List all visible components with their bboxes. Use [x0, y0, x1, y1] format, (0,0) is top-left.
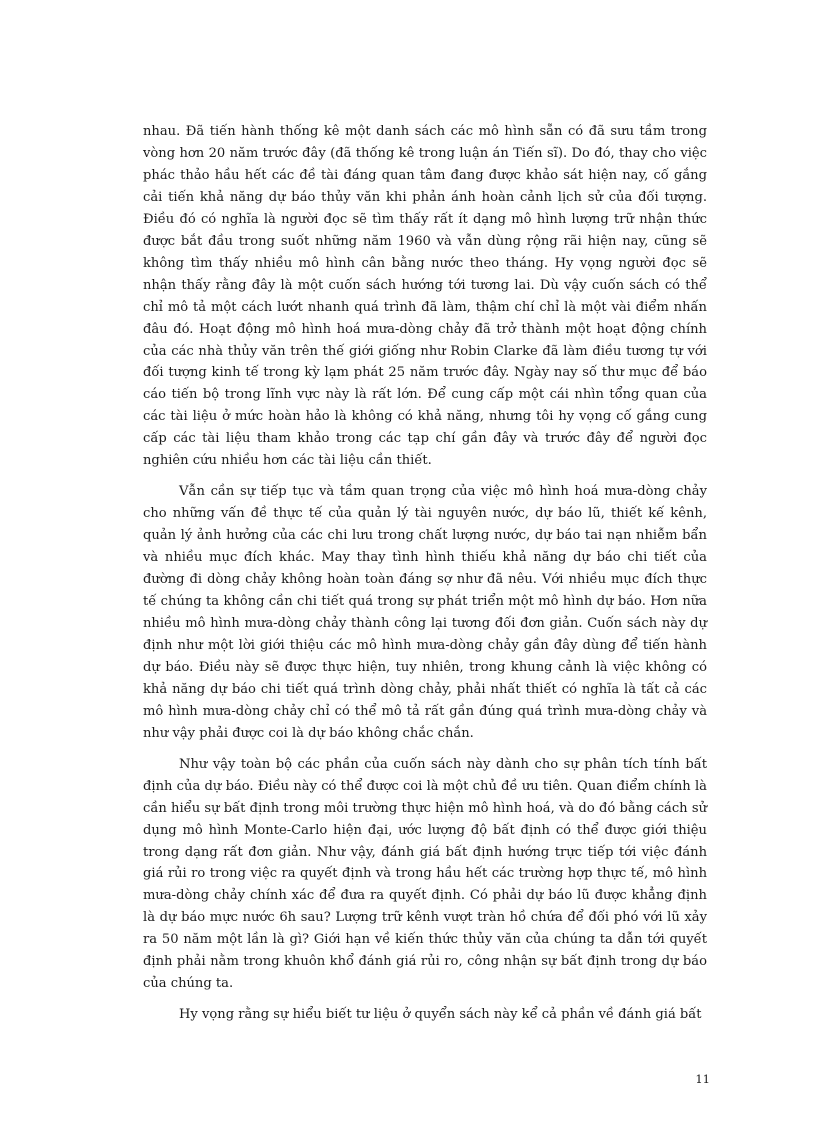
page-number: 11	[695, 1072, 710, 1086]
paragraph-4: Hy vọng rằng sự hiểu biết tư liệu ở quyển sách này kể cả phần về đánh giá bất	[179, 1007, 702, 1023]
paragraph-2: Vẫn cần sự tiếp tục và tầm quan trọng của việc mô hình hoá mưa-dòng chảy cho những vấn đề thực tế của quản lý tài nguyên nước, dự báo lũ, thiết kế kênh, quản lý ảnh hưởng của các chi lưu trong chất lượng nước, dự báo tai nạn nhiễm bẩn và nhiều mục đích khác. May thay tình hình thiếu khả năng dự báo chi tiết của đường đi dòng chảy không hoàn toàn đáng sợ như đã nêu. Với nhiều mục đích thực tế chúng ta không cần chi tiết quá trong sự phát triển một mô hình dự báo. Hơn nữa nhiều mô hình mưa-dòng chảy thành công lại tương đối đơn giản. Cuốn sách này dự định như một lời giới thiệu các mô hình mưa-dòng chảy gần đây dùng để tiến hành dự báo. Điều này sẽ được thực hiện, tuy nhiên, trong khung cảnh là việc không có khả năng dự báo chi tiết quá trình dòng chảy, phải nhất thiết có nghĩa là tất cả các mô hình mưa-dòng chảy chỉ có thể mô tả rất gần đúng quá trình mưa-dòng chảy và như vậy phải được coi là dự báo không chắc chắn.	[143, 484, 707, 741]
paragraph-3: Như vậy toàn bộ các phần của cuốn sách này dành cho sự phân tích tính bất định của dự báo. Điều này có thể được coi là một chủ đề ưu tiên. Quan điểm chính là cần hiểu sự bất định trong môi trường thực hiện mô hình hoá, và do đó bằng cách sử dụng mô hình Monte-Carlo hiện đại, ước lượng độ bất định có thể được giới thiệu trong dạng rất đơn giản. Như vậy, đánh giá bất định hướng trực tiếp tới việc đánh giá rủi ro trong việc ra quyết định và trong hầu hết các trường hợp thực tế, mô hình mưa-dòng chảy chính xác để đưa ra quyết định. Có phải dự báo lũ được khẳng định là dự báo mực nước 6h sau? Lượng trữ kênh vượt tràn hồ chứa để đối phó với lũ xảy ra 50 năm một lần là gì? Giới hạn về kiến thức thủy văn của chúng ta dẫn tới quyết định phải nằm trong khuôn khổ đánh giá rủi ro, công nhận sự bất định trong dự báo của chúng ta.	[143, 756, 707, 992]
paragraph-1: nhau. Đã tiến hành thống kê một danh sách các mô hình sẵn có đã sưu tầm trong vòng hơn 20 năm trước đây (đã thống kê trong luận án Tiến sĩ). Do đó, thay cho việc phác thảo hầu hết các đề tài đáng quan tâm đang được khảo sát hiện nay, cố gắng cải tiến khả năng dự báo thủy văn khi phản ánh hoàn cảnh lịch sử của đối tượng. Điều đó có nghĩa là người đọc sẽ tìm thấy rất ít dạng mô hình lượng trữ nhận thức được bắt đầu trong suốt những năm 1960 và vẫn dùng rộng rãi hiện nay, cũng sẽ không tìm thấy nhiều mô hình cân bằng nước theo tháng. Hy vọng người đọc sẽ nhận thấy rằng đây là một cuốn sách hướng tới tương lai. Dù vậy cuốn sách có thể chỉ mô tả một cách lướt nhanh quá trình đã làm, thậm chí chỉ là một vài điểm nhấn đâu đó. Hoạt động mô hình hoá mưa-dòng chảy đã trở thành một hoạt động chính của các nhà thủy văn trên thế giới giống như Robin Clarke đã làm điều tương tự với đối tượng kinh tế trong kỳ lạm phát 25 năm trước đây. Ngày nay số thư mục để báo cáo tiến bộ trong lĩnh vực này là rất lớn. Để cung cấp một cái nhìn tổng quan của các tài liệu ở mức hoàn hảo là không có khả năng, nhưng tôi hy vọng cố gắng cung cấp các tài liệu tham khảo trong các tạp chí gần đây và trước đây để người đọc nghiên cứu nhiều hơn các tài liệu cần thiết.	[143, 124, 707, 469]
body-text	[143, 121, 707, 1035]
